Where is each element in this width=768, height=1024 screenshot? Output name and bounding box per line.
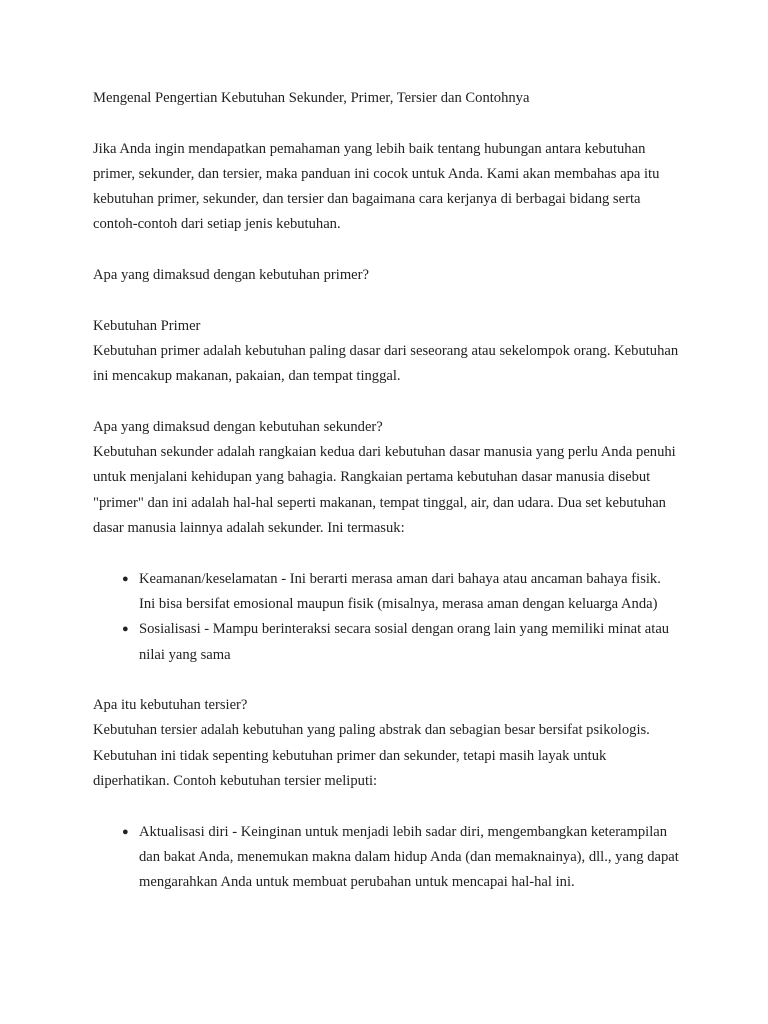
bullet-icon: ● — [122, 825, 129, 838]
secondary-question: Apa yang dimaksud dengan kebutuhan sekunder? — [93, 418, 383, 435]
primary-section — [93, 314, 680, 390]
list-item-text: Sosialisasi - Mampu berinteraksi secara sosial dengan orang lain yang memiliki minat atau nilai yang sama — [139, 621, 670, 663]
list-item-text: Aktualisasi diri - Keinginan untuk menjadi lebih sadar diri, mengembangkan keterampilan dan bakat Anda, menemukan makna dalam hidup Anda (dan memaknainya), dll., yang dapat mengarahkan Anda untuk membuat perubahan untuk mencapai hal-hal ini. — [139, 823, 679, 891]
tertiary-section — [93, 693, 680, 794]
tertiary-body: Kebutuhan tersier adalah kebutuhan yang paling abstrak dan sebagian besar bersifat psikologis. Kebutuhan ini tidak sepenting kebutuhan primer dan sekunder, tetapi masih layak untuk diperhatikan. Contoh kebutuhan tersier meliputi: — [93, 722, 650, 790]
bullet-icon: ● — [122, 572, 129, 585]
list-item — [93, 820, 680, 896]
intro-paragraph: Jika Anda ingin mendapatkan pemahaman yang lebih baik tentang hubungan antara kebutuhan primer, sekunder, dan tersier, maka panduan ini cocok untuk Anda. Kami akan membahas apa itu kebutuhan primer, sekunder, dan tersier dan bagaimana cara kerjanya di berbagai bidang serta contoh-contoh dari setiap jenis kebutuhan. — [93, 140, 660, 233]
primary-body: Kebutuhan primer adalah kebutuhan paling dasar dari seseorang atau sekelompok orang. Kebutuhan ini mencakup makanan, pakaian, dan tempat tinggal. — [93, 342, 679, 385]
primary-question: Apa yang dimaksud dengan kebutuhan primer? — [93, 267, 369, 284]
list-item — [93, 617, 680, 668]
document-title: Mengenal Pengertian Kebutuhan Sekunder, Primer, Tersier dan Contohnya — [93, 90, 530, 106]
list-item — [93, 567, 680, 618]
secondary-section — [93, 415, 680, 541]
bullet-icon: ● — [122, 623, 129, 636]
tertiary-bullet-list — [93, 820, 680, 896]
tertiary-question: Apa itu kebutuhan tersier? — [93, 697, 248, 714]
secondary-body: Kebutuhan sekunder adalah rangkaian kedua dari kebutuhan dasar manusia yang perlu Anda penuhi untuk menjalani kehidupan yang bahagia. Rangkaian pertama kebutuhan dasar manusia disebut "primer" dan ini adalah hal-hal seperti makanan, tempat tinggal, air, dan udara. Dua set kebutuhan dasar manusia lainnya adalah sekunder. Ini termasuk: — [93, 444, 676, 537]
primary-heading: Kebutuhan Primer — [93, 317, 201, 334]
secondary-bullet-list — [93, 567, 680, 668]
list-item-text: Keamanan/keselamatan - Ini berarti merasa aman dari bahaya atau ancaman bahaya fisik. Ini bisa bersifat emosional maupun fisik (misalnya, merasa aman dengan keluarga Anda) — [139, 570, 661, 612]
